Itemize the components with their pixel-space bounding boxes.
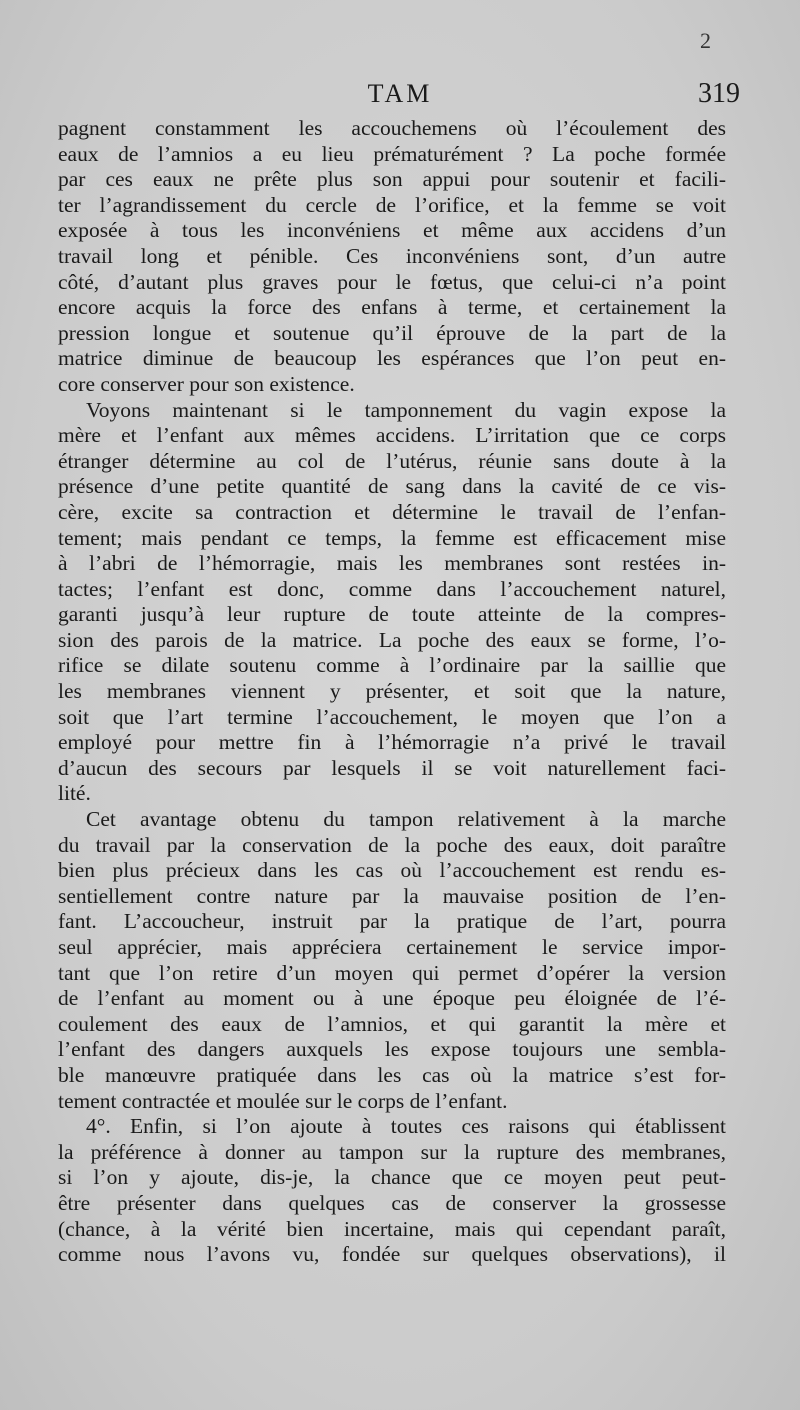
- text-line: présence d’une petite quantité de sang dans la cavité de ce vis-: [58, 474, 726, 499]
- text-line: sion des parois de la matrice. La poche des eaux se forme, l’o-: [58, 627, 726, 652]
- page-number: 319: [698, 78, 740, 109]
- paragraph-start-line: 4°. Enfin, si l’on ajoute à toutes ces raisons qui établissent: [86, 1114, 726, 1139]
- text-line: si l’on y ajoute, dis-je, la chance que ce moyen peut peut-: [58, 1165, 726, 1190]
- text-line: exposée à tous les inconvéniens et même aux accidens d’un: [58, 218, 726, 243]
- text-line: côté, d’autant plus graves pour le fœtus, que celui-ci n’a point: [58, 269, 726, 294]
- text-line: être présenter dans quelques cas de conserver la grossesse: [58, 1190, 726, 1215]
- text-line: l’enfant des dangers auxquels les expose toujours une sembla-: [58, 1037, 726, 1062]
- text-line: ble manœuvre pratiquée dans les cas où la matrice s’est for-: [58, 1062, 726, 1087]
- text-line: tement; mais pendant ce temps, la femme est efficacement mise: [58, 525, 726, 550]
- text-line: à l’abri de l’hémorragie, mais les membranes sont restées in-: [58, 551, 726, 576]
- text-line: eaux de l’amnios a eu lieu prématurément ? La poche formée: [58, 141, 726, 166]
- corner-mark: 2: [700, 28, 711, 53]
- text-line: tant que l’on retire d’un moyen qui permet d’opérer la version: [58, 960, 726, 985]
- text-line: les membranes viennent y présenter, et soit que la nature,: [58, 679, 726, 704]
- text-line: ter l’agrandissement du cercle de l’orifice, et la femme se voit: [58, 192, 726, 217]
- text-line: encore acquis la force des enfans à terme, et certainement la: [58, 295, 726, 320]
- text-line: core conserver pour son existence.: [58, 371, 355, 396]
- running-head-title: TAM: [367, 79, 433, 108]
- text-line: du travail par la conservation de la poche des eaux, doit paraître: [58, 832, 726, 857]
- text-line: cère, excite sa contraction et détermine le travail de l’enfan-: [58, 499, 726, 524]
- text-line: pagnent constamment les accouchemens où l’écoulement des: [58, 116, 726, 140]
- text-line: coulement des eaux de l’amnios, et qui garantit la mère et: [58, 1011, 726, 1036]
- body-text: [58, 116, 726, 1268]
- text-line: rifice se dilate soutenu comme à l’ordinaire par la saillie que: [58, 653, 726, 678]
- text-line: (chance, à la vérité bien incertaine, mais qui cependant paraît,: [58, 1216, 726, 1241]
- text-line: sentiellement contre nature par la mauvaise position de l’en-: [58, 883, 726, 908]
- paragraph-start-line: Cet avantage obtenu du tampon relativement à la marche: [86, 807, 726, 832]
- text-line: lité.: [58, 781, 91, 806]
- text-line: soit que l’art termine l’accouchement, le moyen que l’on a: [58, 704, 726, 729]
- text-line: d’aucun des secours par lesquels il se voit naturellement faci-: [58, 755, 726, 780]
- text-line: travail long et pénible. Ces inconvéniens sont, d’un autre: [58, 243, 726, 268]
- text-line: tactes; l’enfant est donc, comme dans l’accouchement naturel,: [58, 576, 726, 601]
- text-line: employé pour mettre fin à l’hémorragie n’a privé le travail: [58, 730, 726, 755]
- text-line: garanti jusqu’à leur rupture de toute atteinte de la compres-: [58, 602, 726, 627]
- text-line: pression longue et soutenue qu’il éprouve de la part de la: [58, 320, 726, 345]
- text-line: de l’enfant au moment ou à une époque peu éloignée de l’é-: [58, 986, 726, 1011]
- text-line: la préférence à donner au tampon sur la rupture des membranes,: [58, 1139, 726, 1164]
- text-line: tement contractée et moulée sur le corps de l’enfant.: [58, 1088, 508, 1113]
- text-line: par ces eaux ne prête plus son appui pour soutenir et facili-: [58, 167, 726, 192]
- text-line: seul apprécier, mais appréciera certainement le service impor-: [58, 935, 726, 959]
- text-line: bien plus précieux dans les cas où l’accouchement est rendu es-: [58, 858, 726, 883]
- paragraph-start-line: Voyons maintenant si le tamponnement du vagin expose la: [86, 397, 726, 422]
- text-line: mère et l’enfant aux mêmes accidens. L’irritation que ce corps: [58, 423, 726, 448]
- running-head: [60, 78, 740, 114]
- text-line: matrice diminue de beaucoup les espérances que l’on peut en-: [58, 346, 726, 371]
- text-line: fant. L’accoucheur, instruit par la pratique de l’art, pourra: [58, 909, 726, 934]
- text-line: comme nous l’avons vu, fondée sur quelques observations), il: [58, 1242, 726, 1267]
- text-line: étranger détermine au col de l’utérus, réunie sans doute à la: [58, 448, 726, 473]
